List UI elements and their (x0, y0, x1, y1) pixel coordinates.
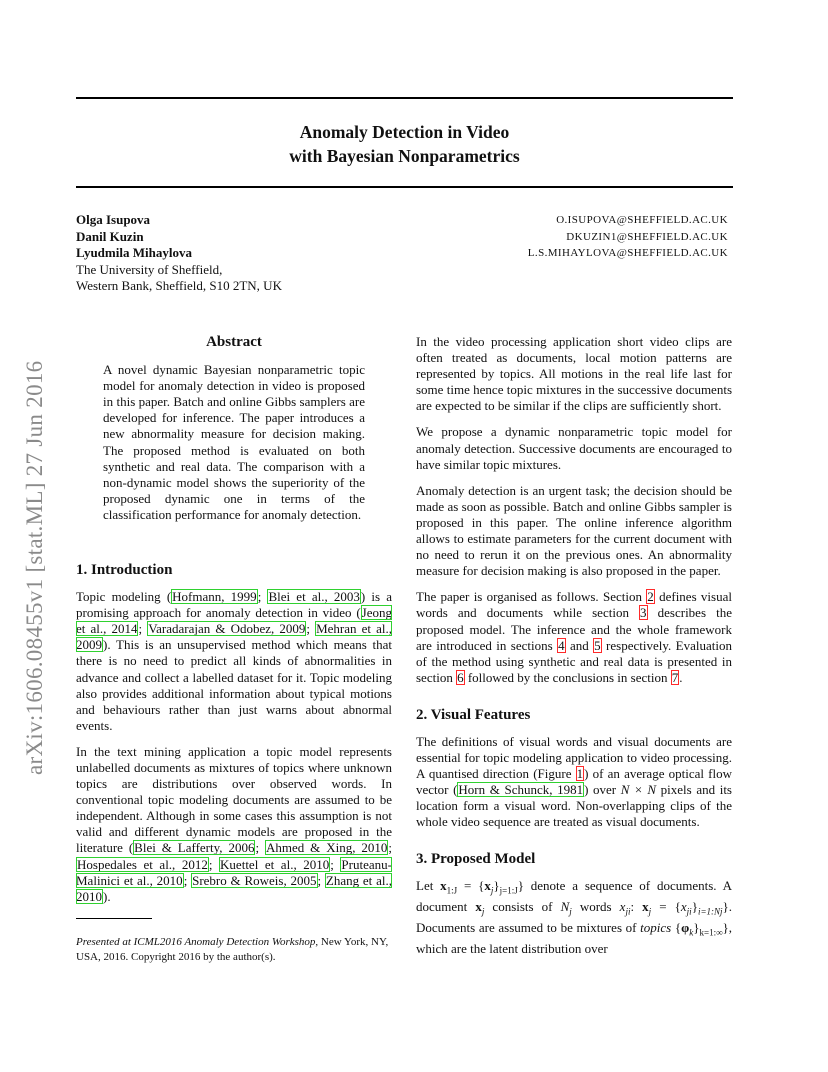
title-line-2: with Bayesian Nonparametrics (289, 146, 520, 166)
email-block (528, 212, 728, 262)
section-ref-link[interactable]: 7 (671, 669, 679, 685)
section-ref-link[interactable]: 4 (558, 637, 565, 653)
citation-link[interactable]: Srebro & Roweis, 2005 (192, 872, 317, 888)
section-ref-link[interactable]: 2 (647, 589, 654, 605)
section-heading-introduction: 1. Introduction (76, 562, 173, 579)
footnote: Presented at ICML2016 Anomaly Detection Workshop, New York, NY, USA, 2016. Copyright 2016 by the author(s). (76, 936, 389, 963)
section-ref-link[interactable]: 3 (640, 605, 647, 621)
affiliation-line: The University of Sheffield, (76, 261, 223, 277)
top-rule (76, 97, 733, 99)
author-block (76, 212, 282, 295)
author-name: Lyudmila Mihaylova (76, 245, 192, 260)
abstract-text: A novel dynamic Bayesian nonparametric topic model for anomaly detection in video is proposed in this paper. Batch and online Gibbs samplers are developed for inference. The paper introduces a new abnormality measure for decision making. The proposed method is evaluated on both synthetic and real data. The comparison with a non-dynamic model shows the superiority of the proposed dynamic one in terms of the classification performance for anomaly detection. (103, 362, 365, 522)
right-column (416, 334, 732, 967)
figure-ref-link[interactable]: 1 (576, 766, 584, 782)
citation-link[interactable]: Hospedales et al., 2012 (77, 856, 208, 872)
intro-paragraph: Anomaly detection is an urgent task; the decision should be made as soon as possible. Batch and online Gibbs sampler is proposed in this paper. The online inference algorithm allows to estimate parameters for the current document with no need to rerun it on the previous ones. An abnormality measure for decision making is also proposed in the paper. (416, 482, 732, 579)
intro-paragraph: Topic modeling (Hofmann, 1999; Blei et al., 2003) is a promising approach for anomaly detection in video (Jeong et al., 2014; Varadarajan & Odobez, 2009; Mehran et al., 2009). This is an unsupervised method which means that there is no need to predict all kinds of abnormalities in advance and collect a labelled dataset for it. Topic modeling also provides additional information about typical motions and behaviours rather than just warns about abnormal events. (76, 589, 392, 733)
citation-link[interactable]: Pruteanu-Malinici et al., 2010 (76, 856, 392, 888)
citation-link[interactable]: Mehran et al., 2009 (76, 621, 392, 653)
section-ref-link[interactable]: 5 (594, 637, 601, 653)
citation-link[interactable]: Horn & Schunck, 1981 (458, 782, 584, 798)
citation-link[interactable]: Blei & Lafferty, 2006 (134, 840, 255, 856)
paper-title (76, 120, 733, 168)
math-expression: N × N (620, 782, 657, 798)
intro-paragraph: The paper is organised as follows. Section 2 defines visual words and documents while section 3 describes the proposed model. The inference and the whole framework are introduced in sections 4 and 5 respectively. Evaluation of the method using synthetic and real data is presented in section 6 followed by the conclusions in section 7. (416, 589, 732, 685)
citation-link[interactable]: Zhang et al., 2010 (76, 872, 392, 904)
citation-link[interactable]: Jeong et al., 2014 (76, 605, 392, 637)
section-heading-proposed-model: 3. Proposed Model (416, 851, 536, 868)
title-bottom-rule (76, 186, 733, 188)
author-name: Olga Isupova (76, 212, 151, 227)
body-paragraph: The definitions of visual words and visual documents are essential for topic modeling application to video processing. A quantised direction (Figure 1) of an average optical flow vector (Horn & Schunck, 1981) over N × N pixels and its location form a visual word. Non-overlapping clips of the whole video sequence are treated as visual documents. (416, 733, 733, 830)
arxiv-stamp: arXiv:1606.08455v1 [stat.ML] 27 Jun 2016 (22, 360, 47, 775)
footnote-rule (76, 918, 152, 919)
author-email: DKUZIN1@SHEFFIELD.AC.UK (566, 230, 728, 243)
author-email: L.S.MIHAYLOVA@SHEFFIELD.AC.UK (527, 247, 728, 259)
title-line-1: Anomaly Detection in Video (299, 122, 510, 142)
author-email: O.ISUPOVA@SHEFFIELD.AC.UK (556, 214, 728, 226)
author-name: Danil Kuzin (76, 228, 144, 244)
abstract-heading: Abstract (206, 334, 262, 350)
intro-paragraph: In the text mining application a topic model represents unlabelled documents as mixtures of topics where unknown topics are distributions over observed words. In conventional topic modeling documents are assumed to be independent. Although in some cases this assumption is not valid and different dynamic models are proposed in the literature (Blei & Lafferty, 2006; Ahmed & Xing, 2010; Hospedales et al., 2012; Kuettel et al., 2010; Pruteanu-Malinici et al., 2010; Srebro & Roweis, 2005; Zhang et al., 2010). (76, 743, 392, 904)
section-ref-link[interactable]: 6 (457, 669, 464, 685)
citation-link[interactable]: Ahmed & Xing, 2010 (265, 840, 388, 856)
left-column (76, 330, 392, 915)
citation-link[interactable]: Blei et al., 2003 (268, 589, 360, 605)
citation-link[interactable]: Varadarajan & Odobez, 2009 (148, 621, 306, 637)
section-heading-visual-features: 2. Visual Features (416, 706, 531, 723)
citation-link[interactable]: Kuettel et al., 2010 (220, 856, 330, 872)
citation-link[interactable]: Hofmann, 1999 (172, 589, 257, 605)
intro-paragraph: In the video processing application short video clips are often treated as documents, local motion patterns are represented by topics. All motions in the real life last for some time hence topic mixtures in the successive documents are expected to be similar if the clips are sufficiently short. (416, 334, 732, 414)
intro-paragraph: We propose a dynamic nonparametric topic model for anomaly detection. Successive documents are encouraged to have similar topic mixtures. (416, 424, 732, 472)
affiliation-line: Western Bank, Sheffield, S10 2TN, UK (76, 278, 282, 293)
body-paragraph: Let $x_{1:J} = \{x_j\}_{j=1:J}$} denote a sequence of documents. A document $x_j$ consists of $N_j$ words $x_{ji}$: $x_j = \{x_{ji}\}_{i=1:Nj}$}. Documents are assumed to be mixtures of topics $\{\varphi_k\}_{k=1:\infty}$}, which are the latent distribution over (416, 878, 733, 956)
